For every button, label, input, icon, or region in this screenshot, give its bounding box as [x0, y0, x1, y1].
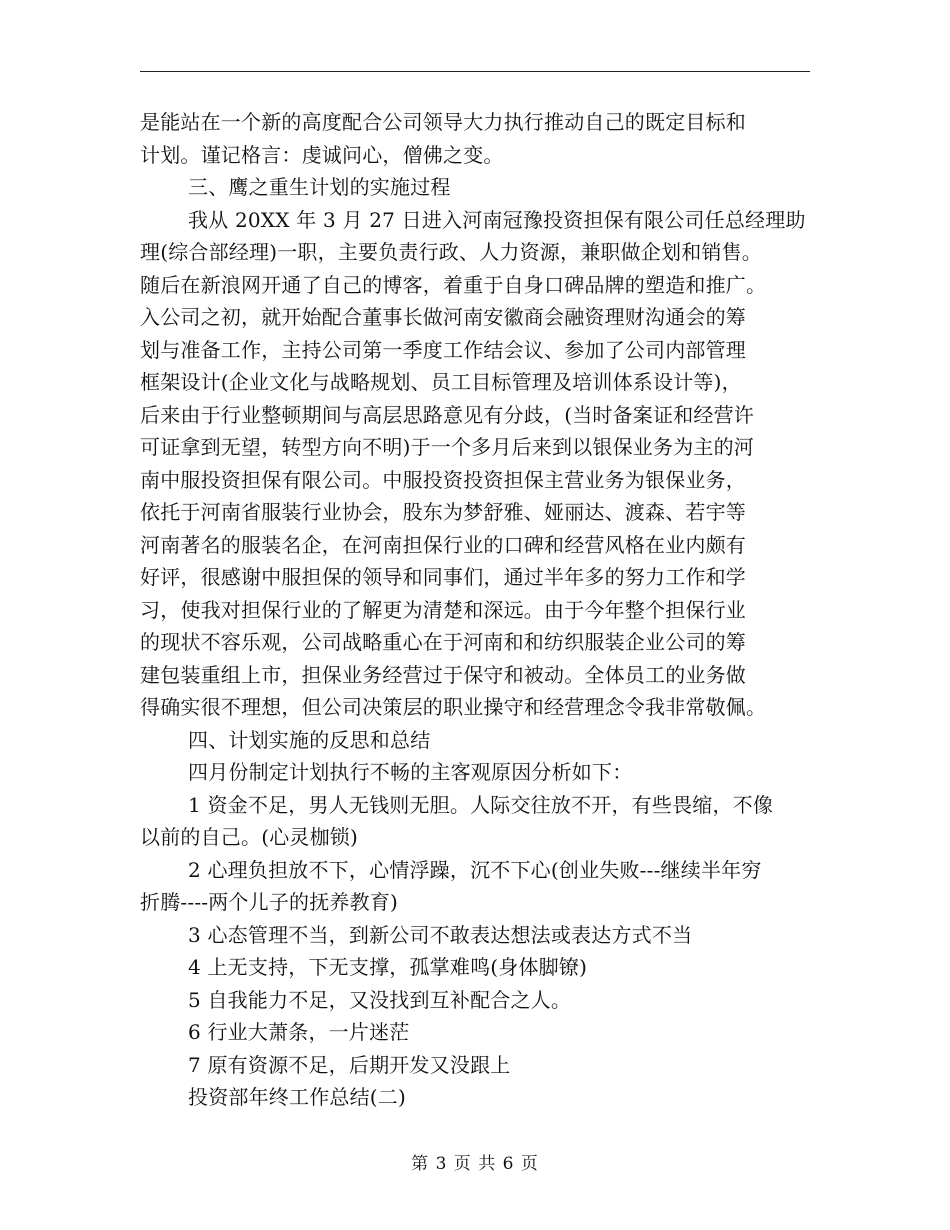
- text-line: 5 自我能力不足，又没找到互补配合之人。: [188, 987, 572, 1012]
- text-line: 框架设计(企业文化与战略规划、员工目标管理及培训体系设计等)，: [140, 370, 742, 394]
- text-line: 后来由于行业整顿期间与高层思路意见有分歧，(当时备案证和经营许: [140, 402, 755, 427]
- document-body: [140, 106, 830, 1114]
- text-line: 6 行业大萧条，一片迷茫: [188, 1020, 410, 1044]
- text-line: 3 心态管理不当，到新公司不敢表达想法或表达方式不当: [188, 922, 693, 947]
- text-line: 我从 20XX 年 3 月 27 日进入河南冠豫投资担保有限公司任总经理助: [188, 207, 806, 232]
- text-line: 1 资金不足，男人无钱则无胆。人际交往放不开，有些畏缩，不像: [188, 792, 774, 817]
- text-line: 四、计划实施的反思和总结: [188, 727, 431, 752]
- text-line: 2 心理负担放不下，心情浮躁，沉不下心(创业失败---继续半年穷: [188, 857, 762, 882]
- text-line: 是能站在一个新的高度配合公司领导大力执行推动自己的既定目标和: [140, 110, 746, 134]
- text-line: 4 上无支持，下无支撑，孤掌难鸣(身体脚镣): [188, 955, 588, 979]
- text-line: 习，使我对担保行业的了解更为清楚和深远。由于今年整个担保行业: [140, 597, 746, 622]
- text-line: 的现状不容乐观，公司战略重心在于河南和和纺织服装企业公司的筹: [140, 630, 746, 654]
- text-line: 计划。谨记格言：虔诚问心，僧佛之变。: [140, 142, 504, 167]
- text-line: 入公司之初，就开始配合董事长做河南安徽商会融资理财沟通会的筹: [140, 305, 746, 329]
- text-line: 得确实很不理想，但公司决策层的职业操守和经营理念令我非常敬佩。: [140, 695, 767, 719]
- text-line: 划与准备工作，主持公司第一季度工作结会议、参加了公司内部管理: [140, 337, 746, 362]
- text-line: 河南著名的服装名企，在河南担保行业的口碑和经营风格在业内颇有: [140, 532, 746, 557]
- text-line: 可证拿到无望，转型方向不明)于一个多月后来到以银保业务为主的河: [140, 435, 755, 459]
- text-line: 折腾----两个儿子的抚养教育): [140, 890, 399, 914]
- page-number-footer: 第 3 页 共 6 页: [411, 1154, 539, 1174]
- text-line: 四月份制定计划执行不畅的主客观原因分析如下：: [188, 760, 633, 784]
- text-line: 以前的自己。(心灵枷锁): [140, 825, 359, 849]
- text-line: 理(综合部经理)一职，主要负责行政、人力资源，兼职做企划和销售。: [140, 240, 763, 264]
- text-line: 7 原有资源不足，后期开发又没跟上: [188, 1052, 511, 1077]
- text-line: 好评，很感谢中服担保的领导和同事们，通过半年多的努力工作和学: [140, 565, 746, 589]
- text-line: 依托于河南省服装行业协会，股东为梦舒雅、娅丽达、渡森、若宇等: [140, 500, 746, 524]
- text-line: 建包装重组上市，担保业务经营过于保守和被动。全体员工的业务做: [140, 662, 746, 687]
- text-line: 三、鹰之重生计划的实施过程: [188, 175, 451, 199]
- header-rule: [140, 71, 810, 72]
- text-line: 投资部年终工作总结(二): [188, 1085, 407, 1109]
- text-line: 南中服投资担保有限公司。中服投资投资担保主营业务为银保业务，: [140, 467, 746, 492]
- text-line: 随后在新浪网开通了自己的博客，着重于自身口碑品牌的塑造和推广。: [140, 272, 767, 297]
